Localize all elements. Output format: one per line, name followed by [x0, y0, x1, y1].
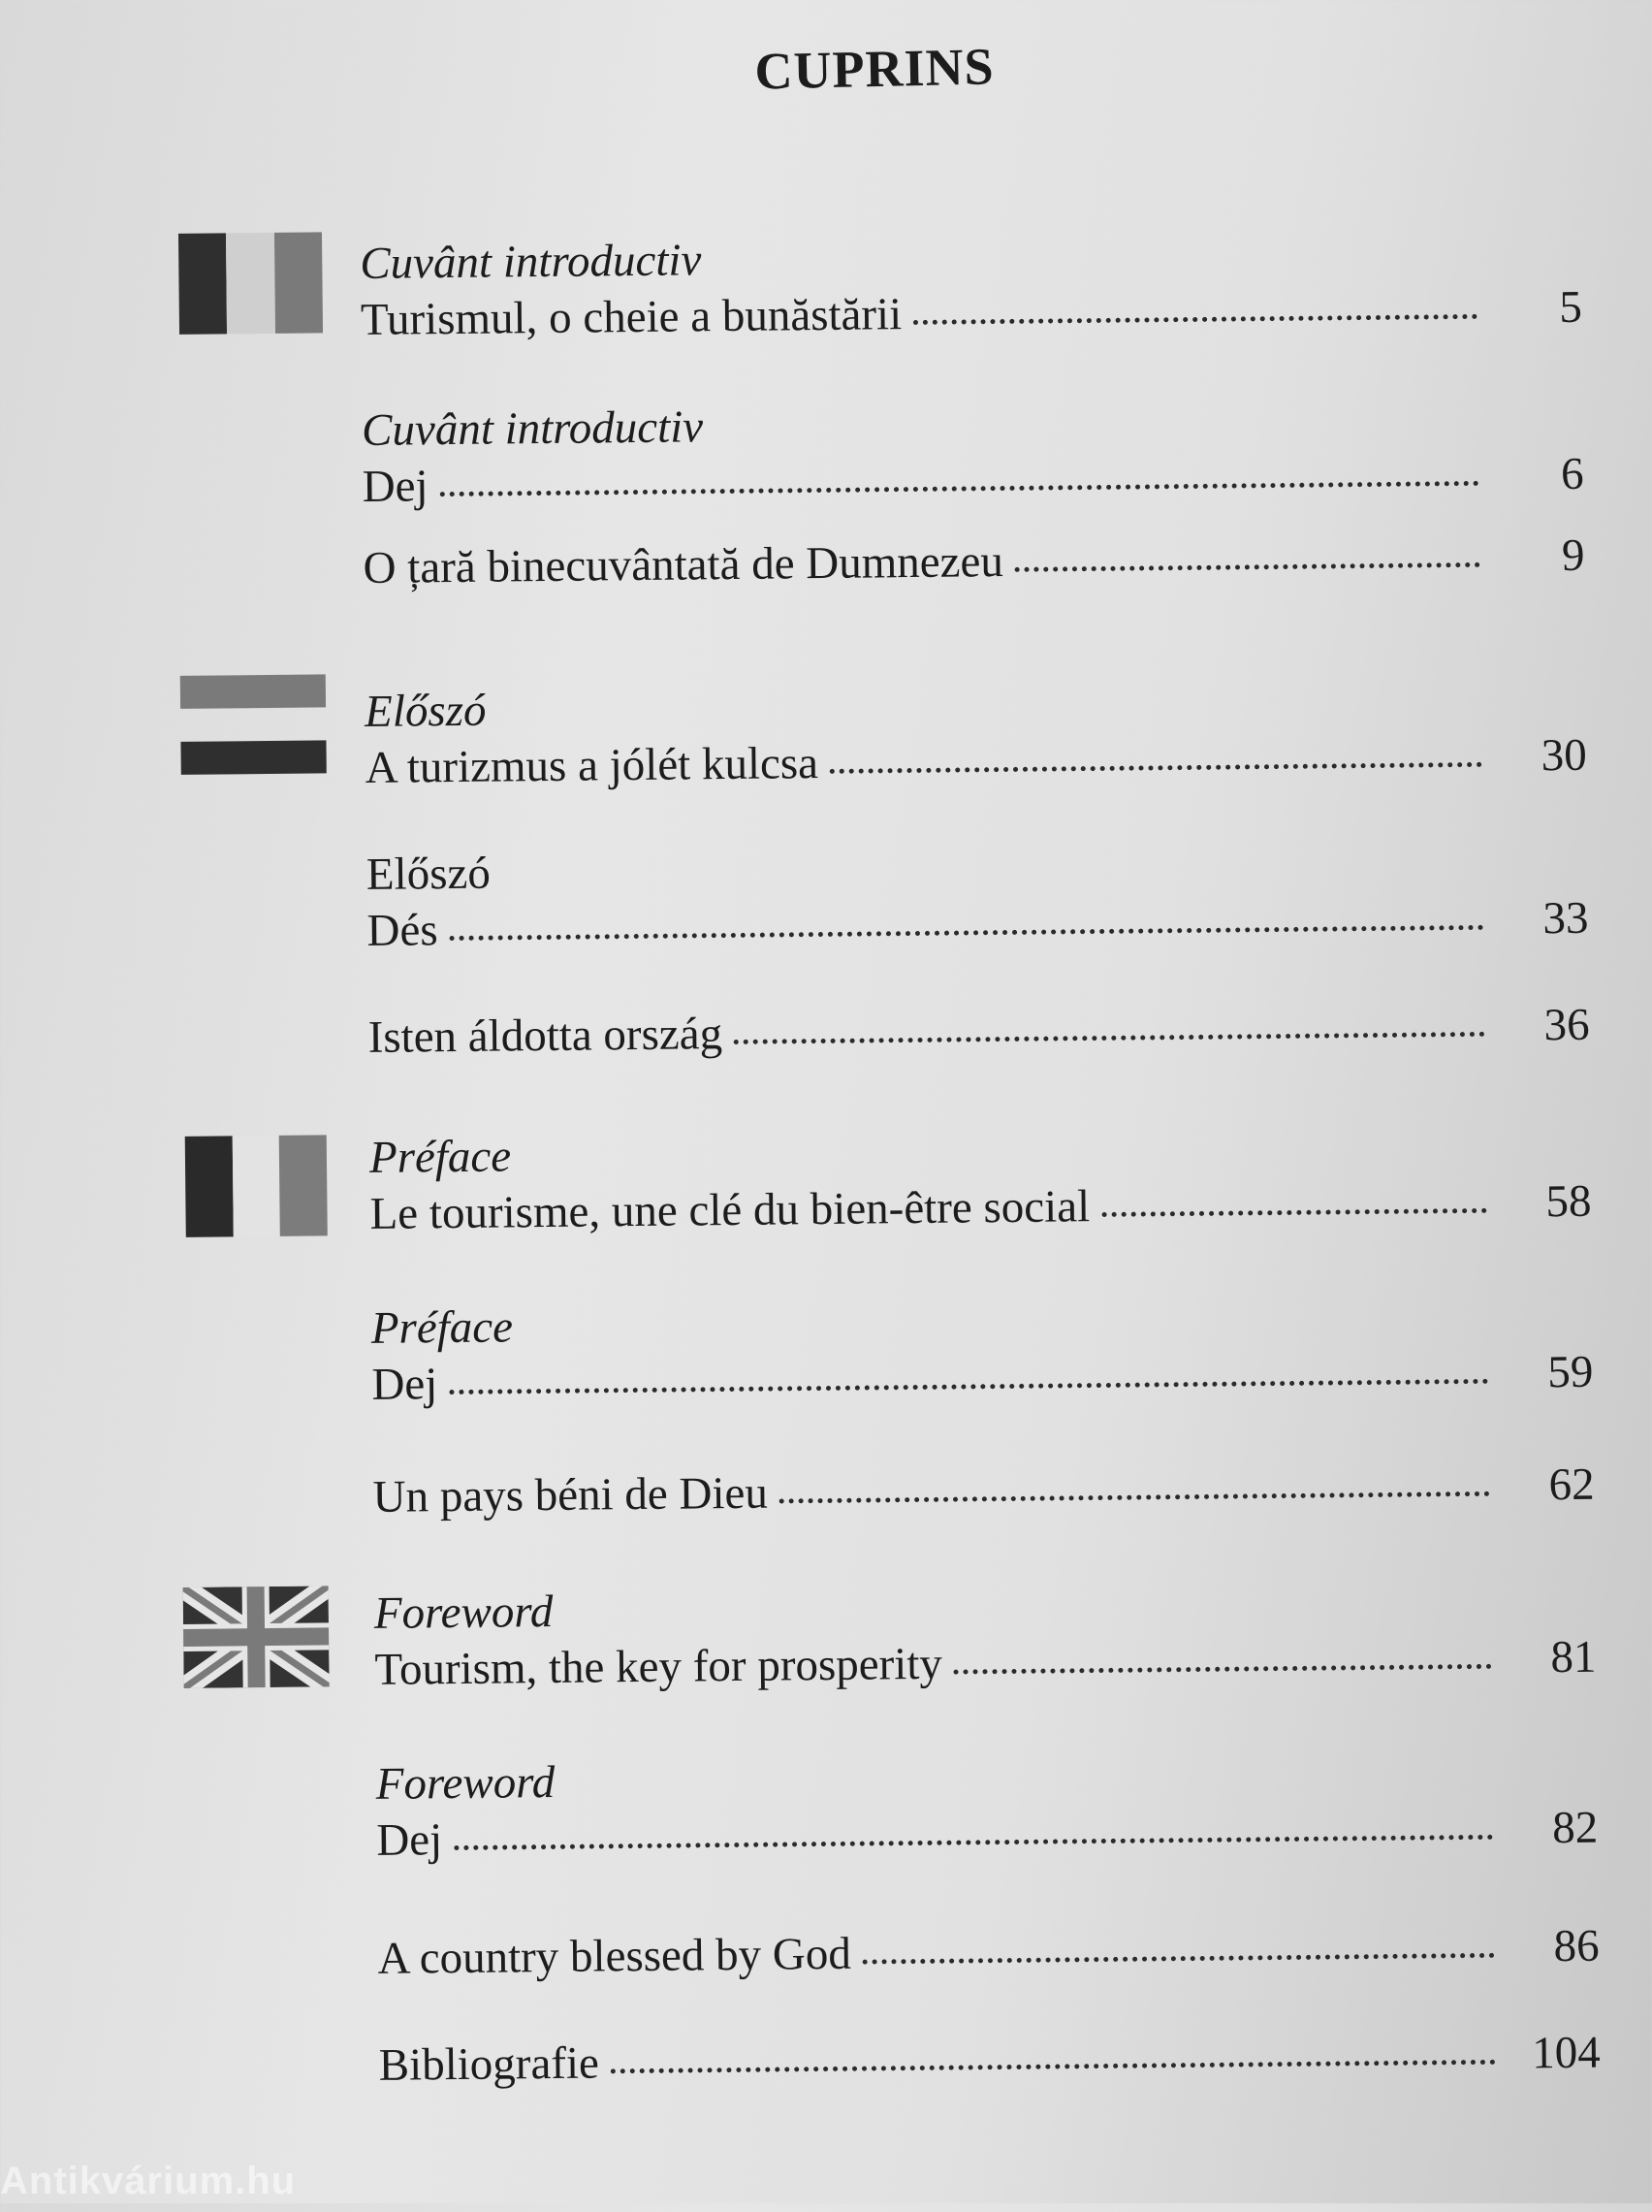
entry-line [365, 727, 1587, 796]
hungarian-flag-icon [180, 674, 327, 777]
dot-leader [611, 2050, 1496, 2074]
flag-stripe [274, 232, 323, 334]
entry-title: Turismul, o cheie a bunăstării [360, 289, 903, 345]
page-number: 36 [1543, 999, 1590, 1051]
dot-leader [450, 915, 1484, 941]
toc-entry [360, 223, 1582, 348]
entry-title: Bibliografie [378, 2037, 600, 2091]
flag-stripe [226, 233, 274, 335]
toc-entry [369, 1117, 1592, 1242]
entry-subtitle: Előszó [365, 848, 492, 900]
entry-title: Dés [366, 905, 438, 956]
dot-leader [779, 1482, 1490, 1504]
entry-title: Tourism, the key for prosperity [374, 1638, 943, 1695]
entry-line [374, 1629, 1597, 1698]
dot-leader [1101, 1199, 1487, 1217]
entry-subtitle: Foreword [375, 1756, 556, 1810]
entry-line [363, 528, 1585, 596]
entry-title: Un pays béni de Dieu [372, 1467, 769, 1523]
entry-subtitle: Préface [368, 1131, 512, 1183]
dot-leader [830, 753, 1482, 774]
entry-line [377, 1918, 1600, 1987]
dot-leader [440, 471, 1479, 497]
romanian-flag-icon [178, 232, 323, 335]
entry-line [378, 2025, 1601, 2094]
dot-leader [449, 1369, 1488, 1395]
uk-flag-icon [183, 1586, 330, 1688]
page-number: 59 [1547, 1346, 1594, 1398]
page-number: 30 [1541, 729, 1587, 782]
entry-line [369, 1173, 1592, 1242]
entry-line [376, 1800, 1599, 1869]
dot-leader [1015, 553, 1480, 572]
toc-entry [378, 2025, 1601, 2094]
entry-subtitle: Cuvânt introductiv [360, 235, 702, 289]
entry-title: Dej [371, 1359, 438, 1410]
toc-entry [375, 1744, 1598, 1869]
page-number: 82 [1551, 1802, 1599, 1854]
flag-stripe [180, 740, 326, 775]
page-title: CUPRINS [753, 37, 996, 101]
flag-stripe [180, 674, 326, 709]
entry-subtitle: Foreword [373, 1586, 554, 1639]
toc-entry [362, 390, 1584, 515]
entry-title: O țară binecuvântată de Dumnezeu [363, 536, 1004, 593]
flag-stripe [185, 1136, 234, 1237]
entry-line [367, 997, 1590, 1066]
entry-title: A country blessed by God [377, 1928, 852, 1984]
entry-title: Dej [362, 461, 429, 512]
page-number: 9 [1561, 529, 1585, 582]
entry-subtitle: Préface [370, 1301, 514, 1354]
entry-subtitle: Cuvânt introductiv [361, 401, 704, 456]
page-number: 104 [1531, 2027, 1601, 2079]
entry-title: A turizmus a jólét kulcsa [365, 738, 819, 793]
page-number: 62 [1548, 1459, 1595, 1511]
page-number: 58 [1545, 1175, 1592, 1228]
page-number: 6 [1560, 448, 1584, 500]
page-number: 33 [1542, 892, 1589, 945]
entry-title: Dej [376, 1814, 443, 1866]
toc-entry [367, 997, 1590, 1066]
dot-leader [913, 305, 1477, 325]
entry-line [372, 1457, 1595, 1525]
entry-line [361, 279, 1583, 348]
dot-leader [454, 1825, 1493, 1850]
entry-subtitle: Előszó [364, 685, 487, 737]
flag-stripe [279, 1135, 328, 1236]
entry-line [371, 1344, 1594, 1413]
toc-entry [370, 1288, 1593, 1413]
page-number: 81 [1550, 1631, 1597, 1683]
toc-entry [363, 528, 1585, 596]
flag-stripe [232, 1136, 280, 1237]
entry-title: Isten áldotta ország [367, 1009, 723, 1063]
toc-entry [366, 834, 1589, 959]
page-number: 86 [1553, 1920, 1600, 1972]
entry-title: Le tourisme, une clé du bien-être social [369, 1181, 1091, 1239]
french-flag-icon [185, 1135, 328, 1237]
watermark: Antikvárium.hu [0, 2160, 297, 2202]
entry-line [366, 890, 1589, 959]
toc-entry [372, 1457, 1595, 1525]
dot-leader [734, 1022, 1485, 1044]
flag-stripe [178, 233, 227, 335]
dot-leader [954, 1654, 1492, 1675]
toc-entry [365, 671, 1587, 796]
toc-entry [377, 1918, 1600, 1987]
toc-entry [374, 1573, 1597, 1698]
page-number: 5 [1559, 281, 1583, 334]
dot-leader [863, 1943, 1495, 1965]
